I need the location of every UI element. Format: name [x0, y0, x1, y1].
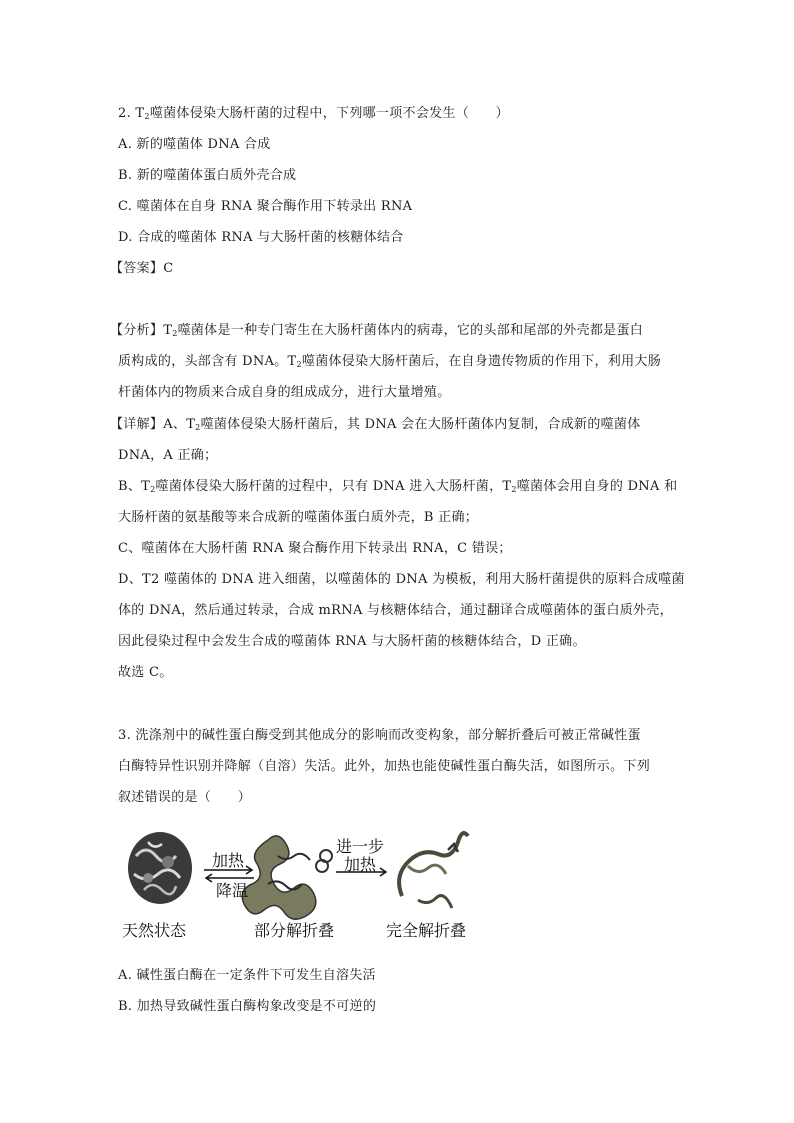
q2-detail-a-line-1: 【详解】A、$T_2$噬菌体侵染大肠杆菌后，其 DNA 会在大肠杆菌体内复制，合成新的噬菌体 [110, 417, 641, 432]
q2-detail-d-line-1: D、T2 噬菌体的 DNA 进入细菌，以噬菌体的 DNA 为模板，利用大肠杆菌提供的原料合成噬菌 [118, 572, 685, 587]
q2-detail-b-line-1: B、$T_2$噬菌体侵染大肠杆菌的过程中，只有 DNA 进入大肠杆菌，$T_2$噬菌体会用自身的 DNA 和 [118, 479, 678, 494]
protein-folding-figure [118, 826, 478, 944]
q3-stem-line-1: 3. 洗涤剂中的碱性蛋白酶受到其他成分的影响而改变构象，部分解折叠后可被正常碱性蛋 [118, 728, 641, 743]
q2-answer: 【答案】C [110, 261, 174, 276]
q2-option-d: D. 合成的噬菌体 RNA 与大肠杆菌的核糖体结合 [118, 230, 404, 245]
partial-unfold-protein-icon [242, 836, 332, 919]
arrow2-top-label: 进一步 [336, 837, 385, 856]
state-partial-label: 部分解折叠 [254, 921, 335, 940]
q3-option-a: A. 碱性蛋白酶在一定条件下可发生自溶失活 [118, 968, 376, 983]
q2-stem: 2. $T_2$噬菌体侵染大肠杆菌的过程中，下列哪一项不会发生（ ） [118, 106, 509, 121]
native-protein-icon [128, 832, 192, 904]
q3-stem-line-3: 叙述错误的是（ ） [118, 790, 252, 805]
state-native-label: 天然状态 [122, 921, 187, 940]
state-full-label: 完全解折叠 [386, 921, 467, 940]
q2-detail-d-line-2: 体的 DNA，然后通过转录，合成 mRNA 与核糖体结合，通过翻译合成噬菌体的蛋白质外壳， [118, 603, 673, 618]
q2-option-b: B. 新的噬菌体蛋白质外壳合成 [118, 168, 297, 183]
arrow1-bottom-label: 降温 [216, 881, 249, 900]
q2-option-c: C. 噬菌体在自身 RNA 聚合酶作用下转录出 RNA [118, 199, 413, 214]
full-unfold-protein-icon [399, 833, 468, 908]
q2-detail-d-line-3: 因此侵染过程中会发生合成的噬菌体 RNA 与大肠杆菌的核糖体结合，D 正确。 [118, 634, 586, 649]
arrow1-top-label: 加热 [212, 851, 245, 870]
q2-detail-a-line-2: DNA，A 正确； [118, 448, 218, 463]
q2-conclusion: 故选 C。 [118, 665, 173, 680]
q2-analysis-line-2: 质构成的，头部含有 DNA。$T_2$噬菌体侵染大肠杆菌后，在自身遗传物质的作用下，利用大肠 [118, 354, 661, 369]
arrow2-bottom-label: 加热 [344, 855, 377, 874]
q2-detail-c: C、噬菌体在大肠杆菌 RNA 聚合酶作用下转录出 RNA，C 错误； [118, 541, 512, 556]
q3-option-b: B. 加热导致碱性蛋白酶构象改变是不可逆的 [118, 999, 377, 1014]
q2-analysis-line-1: 【分析】$T_2$噬菌体是一种专门寄生在大肠杆菌体内的病毒，它的头部和尾部的外壳都是蛋白 [110, 323, 644, 338]
q3-stem-line-2: 白酶特异性识别并降解（自溶）失活。此外，加热也能使碱性蛋白酶失活，如图所示。下列 [118, 759, 651, 774]
q2-detail-b-line-2: 大肠杆菌的氨基酸等来合成新的噬菌体蛋白质外壳，B 正确； [118, 510, 479, 525]
q2-analysis-line-3: 杆菌体内的物质来合成自身的组成成分，进行大量增殖。 [118, 385, 451, 400]
q2-option-a: A. 新的噬菌体 DNA 合成 [118, 137, 271, 152]
